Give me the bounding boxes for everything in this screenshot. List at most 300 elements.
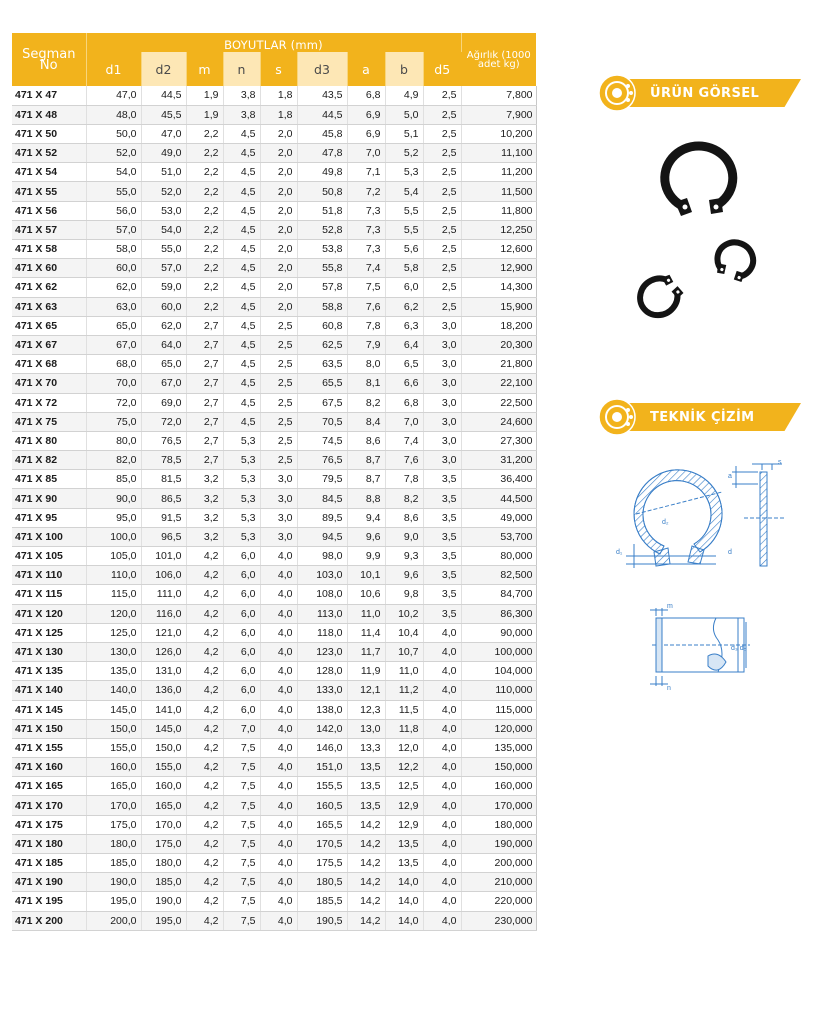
table-row: [12, 911, 536, 930]
cell-d5: 2,5: [423, 86, 461, 105]
cell-s: 4,0: [260, 585, 297, 604]
cell-m: 2,2: [186, 278, 223, 297]
cell-m: 2,2: [186, 297, 223, 316]
cell-weight: 230,000: [461, 911, 536, 930]
cell-d3: 60,8: [297, 316, 347, 335]
cell-d5: 4,0: [423, 834, 461, 853]
cell-d1: 80,0: [86, 431, 141, 450]
cell-code: 471 X 140: [12, 681, 86, 700]
drawing-label-s: s: [778, 459, 782, 466]
cell-d2: 175,0: [141, 834, 186, 853]
cell-n: 4,5: [223, 163, 260, 182]
cell-a: 7,3: [347, 220, 385, 239]
cell-d5: 4,0: [423, 662, 461, 681]
cell-m: 2,7: [186, 316, 223, 335]
cell-weight: 10,200: [461, 124, 536, 143]
cell-s: 2,0: [260, 124, 297, 143]
cell-d3: 146,0: [297, 738, 347, 757]
table-row: [12, 873, 536, 892]
cell-s: 4,0: [260, 681, 297, 700]
cell-n: 4,5: [223, 374, 260, 393]
cell-d5: 3,5: [423, 566, 461, 585]
cell-d1: 70,0: [86, 374, 141, 393]
cell-s: 2,0: [260, 220, 297, 239]
cell-d3: 79,5: [297, 470, 347, 489]
cell-m: 4,2: [186, 892, 223, 911]
cell-a: 7,3: [347, 240, 385, 259]
cell-d3: 43,5: [297, 86, 347, 105]
cell-n: 4,5: [223, 297, 260, 316]
cell-weight: 200,000: [461, 854, 536, 873]
cell-code: 471 X 160: [12, 758, 86, 777]
cell-n: 4,5: [223, 259, 260, 278]
cell-code: 471 X 155: [12, 738, 86, 757]
cell-d1: 125,0: [86, 623, 141, 642]
header-dim-n: n: [223, 52, 260, 86]
cell-code: 471 X 80: [12, 431, 86, 450]
cell-a: 7,5: [347, 278, 385, 297]
cell-d2: 111,0: [141, 585, 186, 604]
cell-d3: 89,5: [297, 508, 347, 527]
cell-d5: 3,0: [423, 451, 461, 470]
cell-a: 7,6: [347, 297, 385, 316]
table-row: [12, 393, 536, 412]
cell-d5: 2,5: [423, 240, 461, 259]
cell-s: 2,0: [260, 278, 297, 297]
cell-n: 4,5: [223, 144, 260, 163]
cell-d3: 98,0: [297, 547, 347, 566]
cell-code: 471 X 65: [12, 316, 86, 335]
cell-d3: 55,8: [297, 259, 347, 278]
cell-d5: 4,0: [423, 681, 461, 700]
circlip-large: [665, 146, 733, 216]
cell-b: 9,8: [385, 585, 423, 604]
cell-b: 8,6: [385, 508, 423, 527]
bearing-circle-icon: [598, 74, 636, 112]
cell-code: 471 X 100: [12, 527, 86, 546]
cell-b: 5,5: [385, 201, 423, 220]
cell-code: 471 X 72: [12, 393, 86, 412]
cell-code: 471 X 70: [12, 374, 86, 393]
cell-d1: 180,0: [86, 834, 141, 853]
cell-d2: 126,0: [141, 642, 186, 661]
cell-a: 14,2: [347, 815, 385, 834]
cell-b: 13,5: [385, 854, 423, 873]
cell-m: 1,9: [186, 86, 223, 105]
cell-b: 14,0: [385, 911, 423, 930]
cell-d1: 95,0: [86, 508, 141, 527]
cell-a: 14,2: [347, 873, 385, 892]
cell-n: 4,5: [223, 278, 260, 297]
cell-d2: 145,0: [141, 719, 186, 738]
technical-drawing-ring: [612, 452, 792, 577]
cell-m: 2,7: [186, 393, 223, 412]
cell-d1: 67,0: [86, 335, 141, 354]
cell-code: 471 X 48: [12, 105, 86, 124]
cell-weight: 7,800: [461, 86, 536, 105]
cell-b: 14,0: [385, 873, 423, 892]
cell-d3: 57,8: [297, 278, 347, 297]
cell-d1: 165,0: [86, 777, 141, 796]
cell-n: 4,5: [223, 393, 260, 412]
cell-s: 2,5: [260, 393, 297, 412]
cell-b: 6,3: [385, 316, 423, 335]
cell-d2: 121,0: [141, 623, 186, 642]
cell-a: 6,9: [347, 105, 385, 124]
table-row: [12, 834, 536, 853]
cell-d1: 56,0: [86, 201, 141, 220]
cell-weight: 22,500: [461, 393, 536, 412]
drawing-label-a: a: [728, 473, 732, 480]
drawing-label-n: n: [667, 685, 671, 692]
cell-weight: 11,500: [461, 182, 536, 201]
table-row: [12, 316, 536, 335]
cell-weight: 110,000: [461, 681, 536, 700]
cell-m: 2,7: [186, 431, 223, 450]
table-row: [12, 642, 536, 661]
cell-d3: 62,5: [297, 335, 347, 354]
cell-n: 5,3: [223, 489, 260, 508]
cell-d2: 160,0: [141, 777, 186, 796]
cell-n: 7,0: [223, 719, 260, 738]
cell-d3: 133,0: [297, 681, 347, 700]
cell-d3: 51,8: [297, 201, 347, 220]
cell-weight: 15,900: [461, 297, 536, 316]
cell-m: 4,2: [186, 700, 223, 719]
cell-code: 471 X 67: [12, 335, 86, 354]
cell-d3: 53,8: [297, 240, 347, 259]
cell-d1: 63,0: [86, 297, 141, 316]
cell-m: 4,2: [186, 547, 223, 566]
cell-d5: 3,0: [423, 412, 461, 431]
cell-d5: 4,0: [423, 911, 461, 930]
cell-d3: 44,5: [297, 105, 347, 124]
cell-code: 471 X 68: [12, 355, 86, 374]
cell-b: 6,4: [385, 335, 423, 354]
header-dim-d1: d1: [86, 52, 141, 86]
cell-m: 2,2: [186, 240, 223, 259]
cell-d5: 2,5: [423, 278, 461, 297]
table-row: [12, 412, 536, 431]
cell-a: 8,0: [347, 355, 385, 374]
cell-d3: 155,5: [297, 777, 347, 796]
cell-d3: 58,8: [297, 297, 347, 316]
cell-a: 11,4: [347, 623, 385, 642]
cell-d2: 185,0: [141, 873, 186, 892]
cell-m: 4,2: [186, 642, 223, 661]
cell-n: 6,0: [223, 566, 260, 585]
drawing-label-d1: d₁: [616, 549, 623, 556]
table-row: [12, 220, 536, 239]
cell-d3: 76,5: [297, 451, 347, 470]
cell-d2: 49,0: [141, 144, 186, 163]
cell-s: 4,0: [260, 642, 297, 661]
cell-d2: 91,5: [141, 508, 186, 527]
cell-m: 2,7: [186, 374, 223, 393]
cell-weight: 11,200: [461, 163, 536, 182]
cell-d2: 69,0: [141, 393, 186, 412]
cell-d1: 82,0: [86, 451, 141, 470]
cell-d2: 65,0: [141, 355, 186, 374]
cell-d2: 60,0: [141, 297, 186, 316]
cell-weight: 14,300: [461, 278, 536, 297]
cell-d5: 4,0: [423, 873, 461, 892]
cell-d1: 68,0: [86, 355, 141, 374]
cell-b: 5,2: [385, 144, 423, 163]
cell-d3: 70,5: [297, 412, 347, 431]
product-image: [625, 128, 815, 328]
cell-code: 471 X 90: [12, 489, 86, 508]
cell-code: 471 X 120: [12, 604, 86, 623]
cell-n: 7,5: [223, 796, 260, 815]
cell-a: 8,6: [347, 431, 385, 450]
cell-d5: 4,0: [423, 815, 461, 834]
cell-weight: 22,100: [461, 374, 536, 393]
cell-code: 471 X 130: [12, 642, 86, 661]
cell-d2: 170,0: [141, 815, 186, 834]
cell-a: 8,4: [347, 412, 385, 431]
cell-d1: 150,0: [86, 719, 141, 738]
cell-m: 4,2: [186, 834, 223, 853]
table-row: [12, 604, 536, 623]
cell-d1: 62,0: [86, 278, 141, 297]
cell-s: 4,0: [260, 834, 297, 853]
spec-table: [12, 33, 537, 931]
cell-d1: 60,0: [86, 259, 141, 278]
cell-n: 6,0: [223, 700, 260, 719]
cell-a: 10,6: [347, 585, 385, 604]
cell-m: 4,2: [186, 777, 223, 796]
drawing-label-d: d: [728, 549, 732, 556]
cell-s: 2,0: [260, 201, 297, 220]
cell-d2: 116,0: [141, 604, 186, 623]
table-row: [12, 527, 536, 546]
cell-d3: 180,5: [297, 873, 347, 892]
header-dim-d3: d3: [297, 52, 347, 86]
cell-s: 2,0: [260, 240, 297, 259]
cell-code: 471 X 47: [12, 86, 86, 105]
cell-m: 3,2: [186, 470, 223, 489]
cell-m: 2,7: [186, 451, 223, 470]
header-weight: Ağırlık (1000 adet kg): [461, 33, 536, 86]
cell-d1: 47,0: [86, 86, 141, 105]
cell-d2: 141,0: [141, 700, 186, 719]
cell-code: 471 X 50: [12, 124, 86, 143]
cell-weight: 120,000: [461, 719, 536, 738]
table-row: [12, 144, 536, 163]
table-row: [12, 86, 536, 105]
cell-b: 7,6: [385, 451, 423, 470]
cell-weight: 18,200: [461, 316, 536, 335]
cell-s: 3,0: [260, 489, 297, 508]
table-row: [12, 796, 536, 815]
cell-b: 6,5: [385, 355, 423, 374]
cell-d3: 63,5: [297, 355, 347, 374]
cell-d5: 3,5: [423, 508, 461, 527]
cell-b: 8,2: [385, 489, 423, 508]
drawing-label-m: m: [667, 603, 673, 610]
cell-d3: 165,5: [297, 815, 347, 834]
cell-d3: 50,8: [297, 182, 347, 201]
cell-d1: 170,0: [86, 796, 141, 815]
cell-code: 471 X 85: [12, 470, 86, 489]
cell-d3: 190,5: [297, 911, 347, 930]
technical-drawing-shaft: [638, 600, 758, 695]
cell-b: 12,0: [385, 738, 423, 757]
cell-weight: 44,500: [461, 489, 536, 508]
cell-code: 471 X 105: [12, 547, 86, 566]
cell-d5: 4,0: [423, 642, 461, 661]
cell-d3: 142,0: [297, 719, 347, 738]
cell-a: 7,3: [347, 201, 385, 220]
cell-d5: 3,0: [423, 316, 461, 335]
cell-m: 3,2: [186, 508, 223, 527]
cell-s: 4,0: [260, 604, 297, 623]
cell-d1: 72,0: [86, 393, 141, 412]
cell-d5: 2,5: [423, 297, 461, 316]
cell-d5: 3,5: [423, 489, 461, 508]
cell-weight: 80,000: [461, 547, 536, 566]
cell-s: 2,5: [260, 431, 297, 450]
cell-d1: 55,0: [86, 182, 141, 201]
cell-d1: 50,0: [86, 124, 141, 143]
cell-s: 4,0: [260, 738, 297, 757]
cell-d2: 72,0: [141, 412, 186, 431]
cell-n: 7,5: [223, 892, 260, 911]
cell-d2: 131,0: [141, 662, 186, 681]
cell-n: 7,5: [223, 834, 260, 853]
cell-code: 471 X 180: [12, 834, 86, 853]
cell-d1: 140,0: [86, 681, 141, 700]
section-title-product-image: ÜRÜN GÖRSEL: [650, 86, 760, 101]
cell-n: 4,5: [223, 124, 260, 143]
cell-d5: 2,5: [423, 124, 461, 143]
cell-code: 471 X 175: [12, 815, 86, 834]
cell-d2: 64,0: [141, 335, 186, 354]
cell-n: 7,5: [223, 911, 260, 930]
cell-weight: 84,700: [461, 585, 536, 604]
cell-b: 7,0: [385, 412, 423, 431]
table-row: [12, 451, 536, 470]
cell-s: 4,0: [260, 815, 297, 834]
cell-d5: 2,5: [423, 144, 461, 163]
cell-code: 471 X 55: [12, 182, 86, 201]
cell-a: 8,2: [347, 393, 385, 412]
cell-d1: 195,0: [86, 892, 141, 911]
cell-weight: 90,000: [461, 623, 536, 642]
circlip-small-left: [633, 269, 688, 322]
cell-s: 4,0: [260, 796, 297, 815]
cell-a: 14,2: [347, 911, 385, 930]
cell-d5: 2,5: [423, 259, 461, 278]
section-banner-technical-drawing: [598, 398, 801, 436]
cell-d2: 51,0: [141, 163, 186, 182]
cell-d3: 108,0: [297, 585, 347, 604]
cell-code: 471 X 63: [12, 297, 86, 316]
cell-code: 471 X 195: [12, 892, 86, 911]
drawing-label-d3-d5: d₃ d₅: [731, 645, 747, 652]
cell-d2: 155,0: [141, 758, 186, 777]
table-row: [12, 470, 536, 489]
cell-d2: 96,5: [141, 527, 186, 546]
cell-d3: 94,5: [297, 527, 347, 546]
cell-m: 4,2: [186, 738, 223, 757]
cell-code: 471 X 60: [12, 259, 86, 278]
table-row: [12, 777, 536, 796]
cell-n: 6,0: [223, 623, 260, 642]
cell-d5: 4,0: [423, 796, 461, 815]
cell-d5: 3,0: [423, 335, 461, 354]
cell-m: 2,7: [186, 335, 223, 354]
cell-s: 4,0: [260, 892, 297, 911]
table-row: [12, 547, 536, 566]
cell-a: 14,2: [347, 854, 385, 873]
cell-m: 2,2: [186, 124, 223, 143]
drawing-label-d2: d₂: [662, 519, 669, 526]
cell-s: 4,0: [260, 758, 297, 777]
cell-b: 5,1: [385, 124, 423, 143]
cell-weight: 160,000: [461, 777, 536, 796]
cell-n: 4,5: [223, 182, 260, 201]
cell-d5: 3,0: [423, 393, 461, 412]
cell-d2: 78,5: [141, 451, 186, 470]
cell-m: 2,7: [186, 412, 223, 431]
cell-d5: 3,0: [423, 431, 461, 450]
cell-weight: 150,000: [461, 758, 536, 777]
cell-d3: 49,8: [297, 163, 347, 182]
spec-table-container: [12, 33, 537, 931]
cell-n: 5,3: [223, 470, 260, 489]
section-banner-product-image: [598, 74, 801, 112]
cell-n: 4,5: [223, 240, 260, 259]
cell-m: 4,2: [186, 623, 223, 642]
cell-b: 11,2: [385, 681, 423, 700]
cell-n: 7,5: [223, 873, 260, 892]
cell-s: 3,0: [260, 508, 297, 527]
table-row: [12, 278, 536, 297]
cell-d1: 52,0: [86, 144, 141, 163]
cell-a: 7,1: [347, 163, 385, 182]
cell-s: 2,5: [260, 451, 297, 470]
cell-a: 13,5: [347, 796, 385, 815]
cell-d1: 110,0: [86, 566, 141, 585]
cell-d3: 123,0: [297, 642, 347, 661]
table-row: [12, 623, 536, 642]
section-title-technical-drawing: TEKNİK ÇİZİM: [650, 410, 755, 425]
cell-d5: 4,0: [423, 777, 461, 796]
cell-weight: 82,500: [461, 566, 536, 585]
cell-b: 5,4: [385, 182, 423, 201]
table-row: [12, 662, 536, 681]
cell-s: 4,0: [260, 777, 297, 796]
cell-s: 4,0: [260, 547, 297, 566]
cell-a: 8,1: [347, 374, 385, 393]
cell-code: 471 X 165: [12, 777, 86, 796]
cell-d1: 175,0: [86, 815, 141, 834]
cell-a: 13,3: [347, 738, 385, 757]
cell-d3: 113,0: [297, 604, 347, 623]
cell-b: 12,9: [385, 796, 423, 815]
cell-d2: 47,0: [141, 124, 186, 143]
table-row: [12, 431, 536, 450]
header-dim-b: b: [385, 52, 423, 86]
cell-weight: 190,000: [461, 834, 536, 853]
cell-s: 2,5: [260, 335, 297, 354]
cell-weight: 27,300: [461, 431, 536, 450]
cell-weight: 100,000: [461, 642, 536, 661]
table-row: [12, 240, 536, 259]
cell-m: 4,2: [186, 662, 223, 681]
